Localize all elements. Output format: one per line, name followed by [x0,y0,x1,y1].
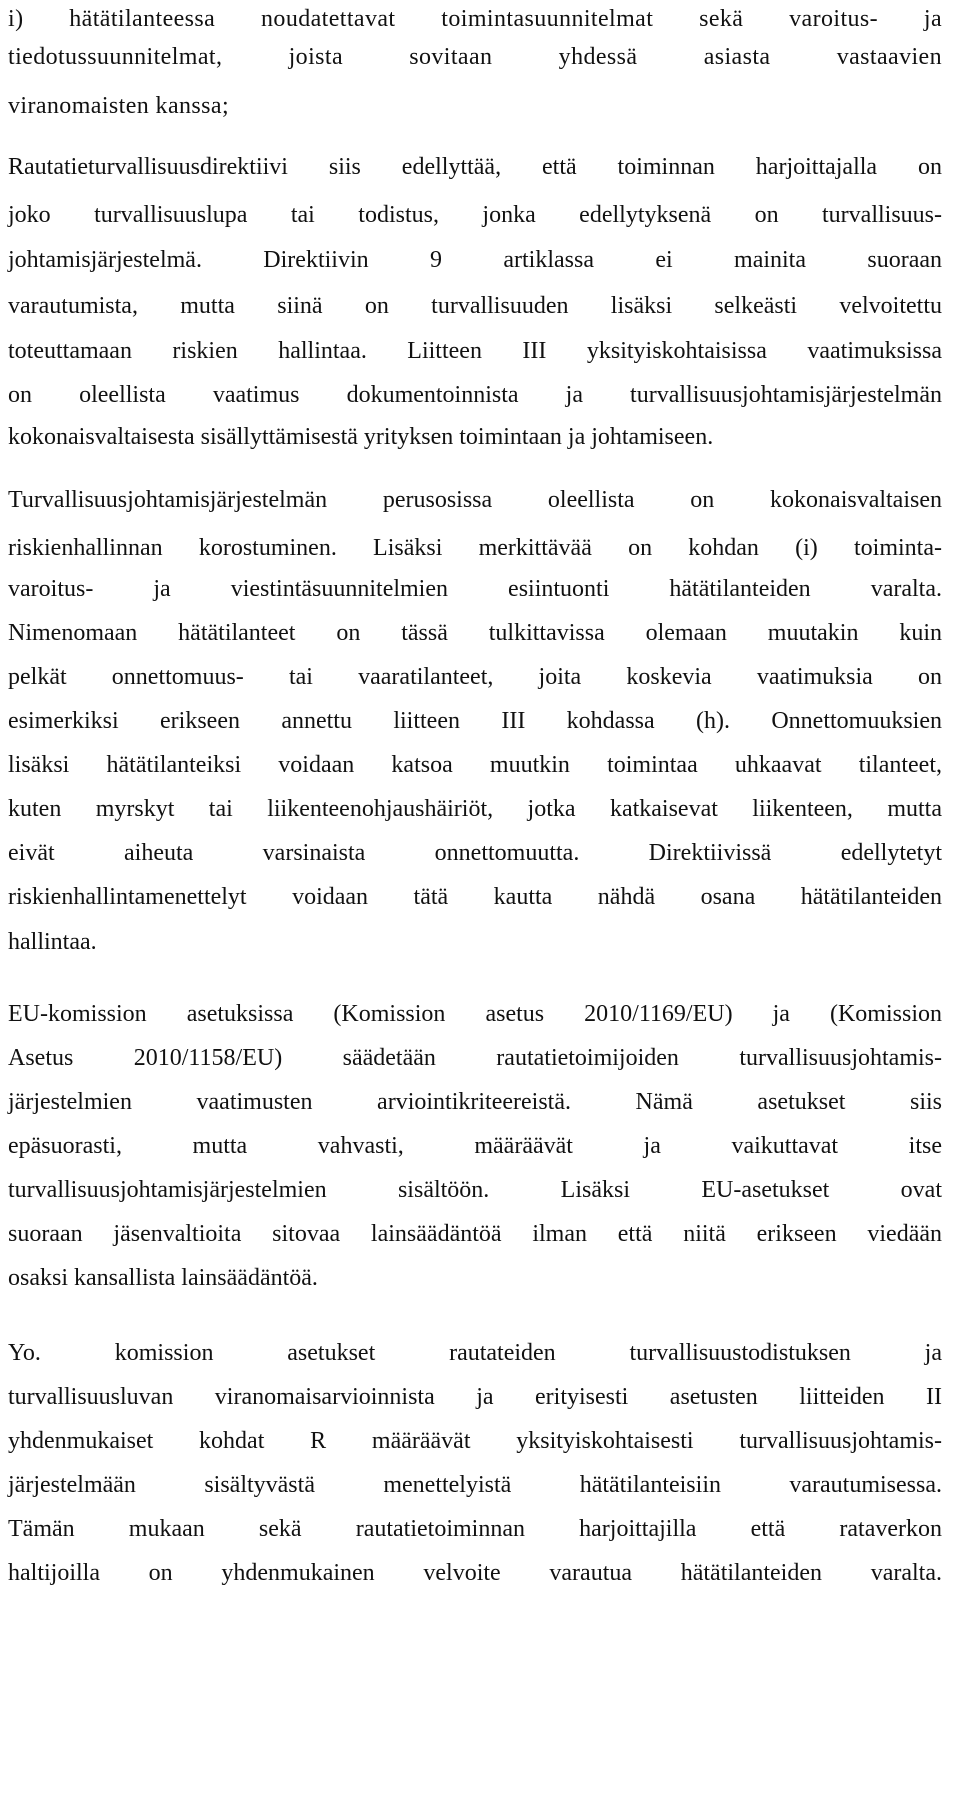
text-line: EU-komission asetuksissa (Komission asetus 2010/1169/EU) ja (Komission [8,1001,942,1027]
text-line: joko turvallisuuslupa tai todistus, jonka edellytyksenä on turvallisuus- [8,202,942,228]
text-line: varoitus- ja viestintäsuunnitelmien esiintuonti hätätilanteiden varalta. [8,576,942,602]
text-line: pelkät onnettomuus- tai vaaratilanteet, joita koskevia vaatimuksia on [8,664,942,690]
text-line: riskienhallintamenettelyt voidaan tätä kautta nähdä osana hätätilanteiden [8,884,942,910]
text-line: i) hätätilanteessa noudatettavat toimintasuunnitelmat sekä varoitus- ja [8,6,942,32]
text-line: tiedotussuunnitelmat, joista sovitaan yhdessä asiasta vastaavien [8,44,942,70]
text-line: suoraan jäsenvaltioita sitovaa lainsäädäntöä ilman että niitä erikseen viedään [8,1221,942,1247]
text-line: osaksi kansallista lainsäädäntöä. [8,1265,318,1291]
text-line: riskienhallinnan korostuminen. Lisäksi merkittävää on kohdan (i) toiminta- [8,535,942,561]
text-line: kuten myrskyt tai liikenteenohjaushäiriöt, jotka katkaisevat liikenteen, mutta [8,796,942,822]
text-line: varautumista, mutta siinä on turvallisuuden lisäksi selkeästi velvoitettu [8,293,942,319]
text-line: yhdenmukaiset kohdat R määräävät yksityiskohtaisesti turvallisuusjohtamis- [8,1428,942,1454]
text-line: viranomaisten kanssa; [8,93,230,119]
text-line: johtamisjärjestelmä. Direktiivin 9 artiklassa ei mainita suoraan [8,247,942,273]
text-line: Asetus 2010/1158/EU) säädetään rautatietoimijoiden turvallisuusjohtamis- [8,1045,942,1071]
text-line: järjestelmään sisältyvästä menettelyistä hätätilanteisiin varautumisessa. [8,1472,942,1498]
text-line: lisäksi hätätilanteiksi voidaan katsoa muutkin toimintaa uhkaavat tilanteet, [8,752,942,778]
text-line: järjestelmien vaatimusten arviointikriteereistä. Nämä asetukset siis [8,1089,942,1115]
text-line: kokonaisvaltaisesta sisällyttämisestä yrityksen toimintaan ja johtamiseen. [8,424,714,450]
text-line: Tämän mukaan sekä rautatietoiminnan harjoittajilla että rataverkon [8,1516,942,1542]
text-line: haltijoilla on yhdenmukainen velvoite varautua hätätilanteiden varalta. [8,1560,942,1586]
text-line: turvallisuusluvan viranomaisarvioinnista ja erityisesti asetusten liitteiden II [8,1384,942,1410]
text-line: Nimenomaan hätätilanteet on tässä tulkittavissa olemaan muutakin kuin [8,620,942,646]
text-line: hallintaa. [8,929,97,955]
text-line: Yo. komission asetukset rautateiden turvallisuustodistuksen ja [8,1340,942,1366]
text-line: Turvallisuusjohtamisjärjestelmän perusosissa oleellista on kokonaisvaltaisen [8,487,942,513]
text-line: eivät aiheuta varsinaista onnettomuutta. Direktiivissä edellytetyt [8,840,942,866]
text-line: Rautatieturvallisuusdirektiivi siis edellyttää, että toiminnan harjoittajalla on [8,154,942,180]
text-line: esimerkiksi erikseen annettu liitteen III kohdassa (h). Onnettomuuksien [8,708,942,734]
text-line: on oleellista vaatimus dokumentoinnista ja turvallisuusjohtamisjärjestelmän [8,382,942,408]
text-line: toteuttamaan riskien hallintaa. Liitteen III yksityiskohtaisissa vaatimuksissa [8,338,942,364]
text-line: epäsuorasti, mutta vahvasti, määräävät ja vaikuttavat itse [8,1133,942,1159]
text-line: turvallisuusjohtamisjärjestelmien sisältöön. Lisäksi EU-asetukset ovat [8,1177,942,1203]
